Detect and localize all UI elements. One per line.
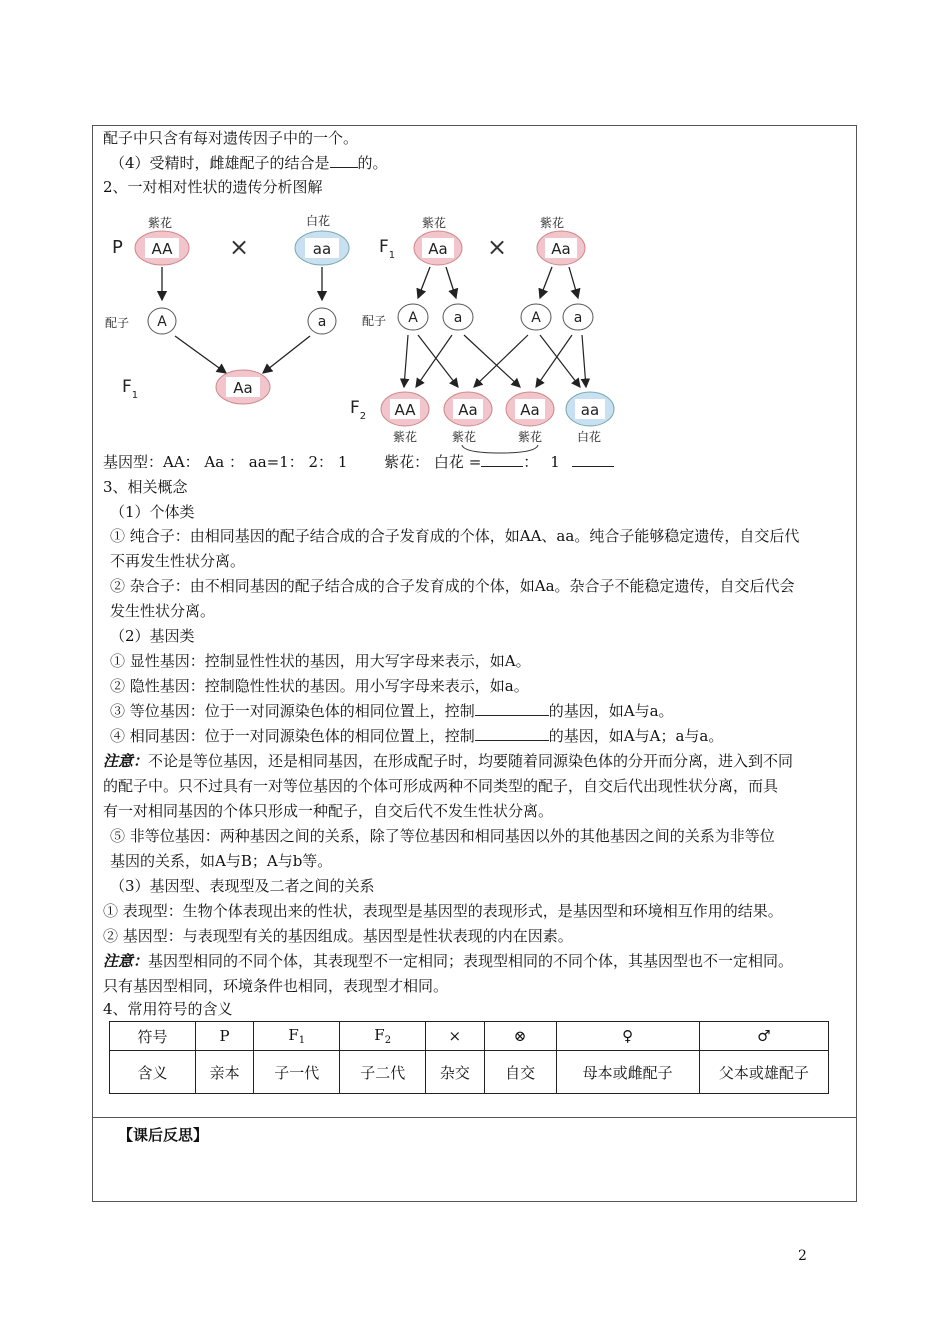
f1-label: $F_1$ (122, 377, 139, 401)
genotype-Aa: Aa (551, 240, 571, 258)
definition-nonallele-cont: 基因的关系，如A与B；A与b等。 (110, 852, 333, 870)
svg-text:Aa: Aa (520, 401, 540, 419)
sub-heading: （2）基因类 (110, 627, 195, 645)
table-cell: 符号 (110, 1022, 196, 1051)
sub-heading: （1）个体类 (110, 503, 195, 521)
fill-blank[interactable] (330, 153, 358, 168)
gamete-label: 配子 (105, 316, 130, 330)
text-line: （4）受精时，雌雄配子的结合是 的。 (110, 154, 388, 172)
definition-dominant: ① 显性基因：控制显性性状的基因，用大写字母来表示，如A。 (110, 652, 531, 670)
svg-text:A: A (531, 310, 541, 326)
f2-label: $F_2$ (350, 398, 367, 422)
frame-divider (92, 1117, 857, 1118)
white-flower-label: 白花 (577, 430, 602, 444)
purple-flower-label: 紫花 (518, 430, 543, 444)
table-cell: 子二代 (340, 1051, 426, 1094)
page-number: 2 (798, 1248, 807, 1264)
table-cell: 含义 (110, 1051, 196, 1094)
white-flower-label: 白花 (306, 214, 331, 228)
genotype-aa: aa (312, 240, 332, 258)
definition-hetero-cont: 发生性状分离。 (110, 602, 216, 620)
table-cell: × (426, 1022, 484, 1051)
ratio-line: 基因型：AA： Aa ： aa=1： 2： 1 紫花： 白花 = ： 1 (103, 452, 614, 472)
svg-text:aa: aa (580, 401, 600, 419)
definition-phenotype: ① 表现型：生物个体表现出来的性状，表现型是基因型的表现形式，是基因型和环境相互作用的结果。 (103, 902, 783, 920)
table-row (110, 1051, 829, 1094)
table-cell: ⊗ (484, 1022, 556, 1051)
purple-flower-label: 紫花 (393, 430, 418, 444)
table-cell: 杂交 (426, 1051, 484, 1094)
fill-blank[interactable] (481, 452, 523, 467)
purple-flower-label: 紫花 (540, 216, 565, 230)
gamete-a-text: a (317, 314, 327, 330)
svg-text:AA: AA (394, 401, 416, 419)
svg-text:A: A (408, 310, 418, 326)
svg-text:Aa: Aa (458, 401, 478, 419)
table-cell: P (195, 1022, 253, 1051)
table-cell: 亲本 (195, 1051, 253, 1094)
table-cell: 自交 (484, 1051, 556, 1094)
gamete-label: 配子 (362, 314, 387, 328)
fill-blank[interactable] (475, 726, 549, 741)
section-heading: 2、一对相对性状的遗传分析图解 (103, 178, 323, 196)
text-line: 配子中只含有每对遗传因子中的一个。 (103, 129, 359, 147)
note-paragraph: 注意：不论是等位基因，还是相同基因，在形成配子时，均要随着同源染色体的分开而分离，进入到不同 (103, 752, 794, 770)
reflection-heading: 【课后反思】 (118, 1126, 209, 1144)
definition-genotype: ② 基因型：与表现型有关的基因组成。基因型是性状表现的内在因素。 (103, 927, 573, 945)
svg-text:a: a (453, 310, 463, 326)
note-paragraph-cont: 只有基因型相同，环境条件也相同，表现型才相同。 (103, 977, 449, 995)
table-cell: ♂ (699, 1022, 828, 1051)
definition-pure: ① 纯合子：由相同基因的配子结合成的合子发育成的个体，如AA、aa。纯合子能够稳定遗传，自交后代 (110, 527, 800, 545)
genotype-Aa: Aa (428, 240, 448, 258)
symbol-table (109, 1021, 829, 1094)
table-cell: 母本或雌配子 (556, 1051, 699, 1094)
table-cell: ♀ (556, 1022, 699, 1051)
genotype-AA: AA (151, 240, 173, 258)
purple-flower-label: 紫花 (148, 216, 173, 230)
definition-nonallele: ⑤ 非等位基因：两种基因之间的关系，除了等位基因和相同基因以外的其他基因之间的关系为非等位 (110, 827, 775, 845)
note-paragraph-cont: 的配子中。只不过具有一对等位基因的个体可形成两种不同类型的配子，自交后代出现性状分离，而具 (103, 777, 779, 795)
section-heading: 4、常用符号的含义 (103, 1000, 233, 1018)
definition-recessive: ② 隐性基因：控制隐性性状的基因。用小写字母来表示，如a。 (110, 677, 529, 695)
genetics-cross-diagram (100, 205, 660, 455)
note-label: 注意： (103, 752, 149, 770)
purple-flower-label: 紫花 (422, 216, 447, 230)
note-paragraph: 注意：基因型相同的不同个体，其表现型不一定相同；表现型相同的不同个体，其基因型也不一定相同。 (103, 952, 794, 970)
purple-flower-label: 紫花 (452, 430, 477, 444)
fill-blank[interactable] (572, 452, 614, 467)
note-paragraph-cont: 有一对相同基因的个体只形成一种配子，自交后代不发生性状分离。 (103, 802, 554, 820)
definition-pure-cont: 不再发生性状分离。 (110, 552, 246, 570)
gamete-A-text: A (157, 314, 167, 330)
svg-text:a: a (573, 310, 583, 326)
cross-symbol: × (486, 233, 508, 261)
cross-symbol: × (228, 233, 250, 261)
section-heading: 3、相关概念 (103, 478, 188, 496)
table-row (110, 1022, 829, 1051)
f1-label-right: $F_1$ (379, 237, 396, 261)
table-cell: $F_1$ (254, 1022, 340, 1051)
fill-blank[interactable] (475, 701, 549, 716)
table-cell: $F_2$ (340, 1022, 426, 1051)
definition-same-gene: ④ 相同基因：位于一对同源染色体的相同位置上，控制 的基因，如A与A；a与a。 (110, 727, 724, 745)
genotype-Aa: Aa (233, 379, 253, 397)
sub-heading: （3）基因型、表现型及二者之间的关系 (110, 877, 375, 895)
note-label: 注意： (103, 952, 149, 970)
table-cell: 子一代 (254, 1051, 340, 1094)
table-cell: 父本或雄配子 (699, 1051, 828, 1094)
p-generation-label: P (112, 237, 123, 258)
definition-allele: ③ 等位基因：位于一对同源染色体的相同位置上，控制 的基因，如A与a。 (110, 702, 674, 720)
definition-hetero: ② 杂合子：由不相同基因的配子结合成的合子发育成的个体，如Aa。杂合子不能稳定遗传，自交后代会 (110, 577, 795, 595)
